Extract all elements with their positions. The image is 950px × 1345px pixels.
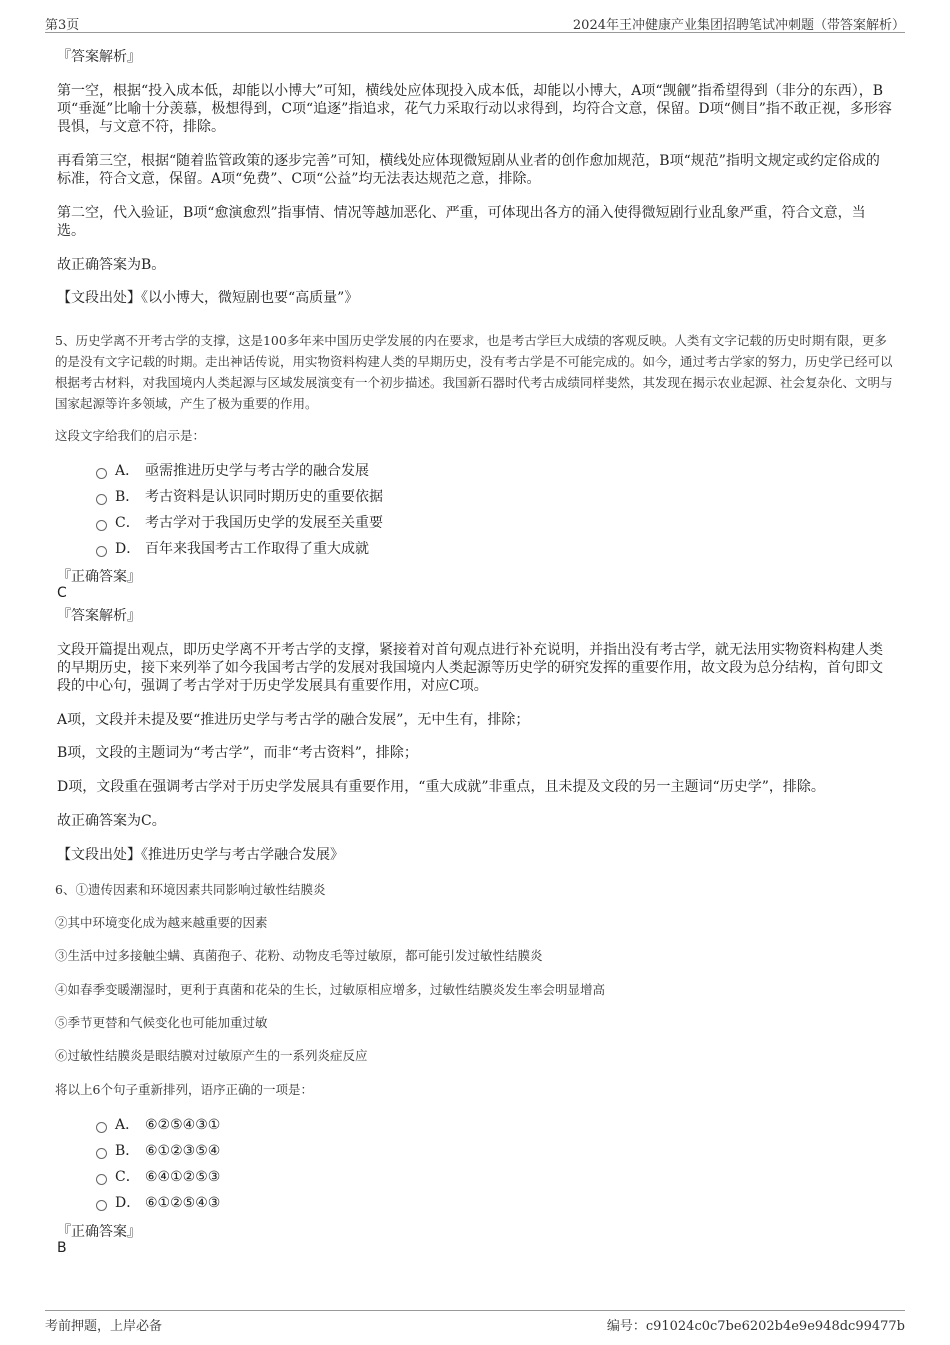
q6-sentence-6: ⑥过敏性结膜炎是眼结膜对过敏原产生的一系列炎症反应 — [55, 1048, 368, 1063]
q4-conclusion: 故正确答案为B。 — [57, 257, 166, 273]
q5-conclusion: 故正确答案为C。 — [57, 813, 166, 829]
q5-option-c[interactable]: C． 考古学对于我国历史学的发展至关重要 — [96, 514, 383, 532]
radio-icon[interactable] — [96, 1122, 107, 1133]
q5-analysis-label: 『答案解析』 — [57, 608, 141, 624]
radio-icon[interactable] — [96, 1148, 107, 1159]
q5-analysis-p4: D项，文段重在强调考古学对于历史学发展具有重要作用，“重大成就”非重点，且未提及文段的另一主题词“历史学”，排除。 — [57, 779, 825, 795]
q5-analysis-p2: A项，文段并未提及要“推进历史学与考古学的融合发展”，无中生有，排除； — [57, 712, 530, 728]
q6-sentence-1: 6、①遗传因素和环境因素共同影响过敏性结膜炎 — [55, 882, 326, 897]
radio-icon[interactable] — [96, 1174, 107, 1185]
q6-option-a[interactable]: A． ⑥②⑤④③① — [96, 1116, 220, 1134]
q6-option-d[interactable]: D． ⑥①②⑤④③ — [96, 1194, 220, 1212]
q6-question: 将以上6个句子重新排列，语序正确的一项是： — [55, 1082, 313, 1097]
q4-analysis-label: 『答案解析』 — [57, 49, 141, 65]
page-header — [45, 12, 905, 33]
q4-source: 【文段出处】《以小博大，微短剧也要“高质量”》 — [57, 290, 359, 306]
q6-answer-label: 『正确答案』 — [57, 1224, 141, 1240]
q5-option-d[interactable]: D． 百年来我国考古工作取得了重大成就 — [96, 540, 369, 558]
q5-analysis-p1: 文段开篇提出观点，即历史学离不开考古学的支撑，紧接着对首句观点进行补充说明，并指出没有考古学，就无法用实物资料构建人类的早期历史，接下来列举了如今我国考古学的发展对我国境内人类起源等历史学的研究发挥的重要作用，故文段为总分结构，首句即文段的中心句，强调了考古学对于历史学发展具有重要作用，对应C项。 — [57, 642, 883, 694]
radio-icon[interactable] — [96, 494, 107, 505]
q4-analysis-p3: 第二空，代入验证，B项“愈演愈烈”指事情、情况等越加恶化、严重，可体现出各方的涌入使得微短剧行业乱象严重，符合文意，当选。 — [57, 205, 866, 239]
q5-answer-label: 『正确答案』 — [57, 569, 141, 585]
document-code: 编号：c91024c0c7be6202b4e9e948dc99477b — [606, 1319, 905, 1334]
radio-icon[interactable] — [96, 520, 107, 531]
q5-source: 【文段出处】《推进历史学与考古学融合发展》 — [57, 847, 344, 863]
q6-sentence-3: ③生活中过多接触尘螨、真菌孢子、花粉、动物皮毛等过敏原，都可能引发过敏性结膜炎 — [55, 948, 543, 963]
q4-analysis-p1: 第一空，根据“投入成本低，却能以小博大”可知，横线处应体现投入成本低，却能以小博大，A项“觊觎”指希望得到（非分的东西），B项“垂涎”比喻十分羡慕，极想得到，C项“追逐”指追求，花气力采取行动以求得到，均符合文意，保留。D项“侧目”指不敢正视，多形容畏惧，与文意不符，排除。 — [57, 83, 892, 135]
q6-option-b[interactable]: B． ⑥①②③⑤④ — [96, 1142, 220, 1160]
q6-option-c[interactable]: C． ⑥④①②⑤③ — [96, 1168, 220, 1186]
q5-option-b[interactable]: B． 考古资料是认识同时期历史的重要依据 — [96, 488, 383, 506]
q5-analysis-p3: B项，文段的主题词为“考古学”，而非“考古资料”，排除； — [57, 745, 418, 761]
q6-sentence-2: ②其中环境变化成为越来越重要的因素 — [55, 915, 268, 930]
footer-slogan: 考前押题，上岸必备 — [45, 1319, 163, 1334]
page-footer — [45, 1310, 905, 1333]
radio-icon[interactable] — [96, 1200, 107, 1211]
q4-analysis-p2: 再看第三空，根据“随着监管政策的逐步完善”可知，横线处应体现微短剧从业者的创作愈加规范，B项“规范”指明文规定或约定俗成的标准，符合文意，保留。A项“免费”、C项“公益”均无法表达规范之意，排除。 — [57, 153, 880, 187]
q6-sentence-4: ④如春季变暖潮湿时，更利于真菌和花朵的生长，过敏原相应增多，过敏性结膜炎发生率会明显增高 — [55, 982, 606, 997]
page-number: 第3页 — [45, 18, 80, 33]
q5-stem: 5、历史学离不开考古学的支撑，这是100多年来中国历史学发展的内在要求，也是考古学巨大成绩的客观反映。人类有文字记载的历史时期有限，更多的是没有文字记载的时期。走出神话传说，用实物资料构建人类的早期历史，没有考古学是不可能完成的。如今，通过考古学家的努力，历史学已经可以根据考古材料，对我国境内人类起源与区域发展演变有一个初步描述。我国新石器时代考古成绩同样斐然，其发现在揭示农业起源、社会复杂化、文明与国家起源等许多领域，产生了极为重要的作用。 — [55, 333, 893, 411]
q5-question: 这段文字给我们的启示是： — [55, 428, 206, 443]
radio-icon[interactable] — [96, 468, 107, 479]
q5-answer: C — [57, 585, 67, 601]
q5-option-a[interactable]: A． 亟需推进历史学与考古学的融合发展 — [96, 462, 369, 480]
q6-answer: B — [57, 1240, 67, 1256]
q6-sentence-5: ⑤季节更替和气候变化也可能加重过敏 — [55, 1015, 268, 1030]
radio-icon[interactable] — [96, 546, 107, 557]
document-title: 2024年王冲健康产业集团招聘笔试冲刺题（带答案解析） — [572, 18, 905, 33]
